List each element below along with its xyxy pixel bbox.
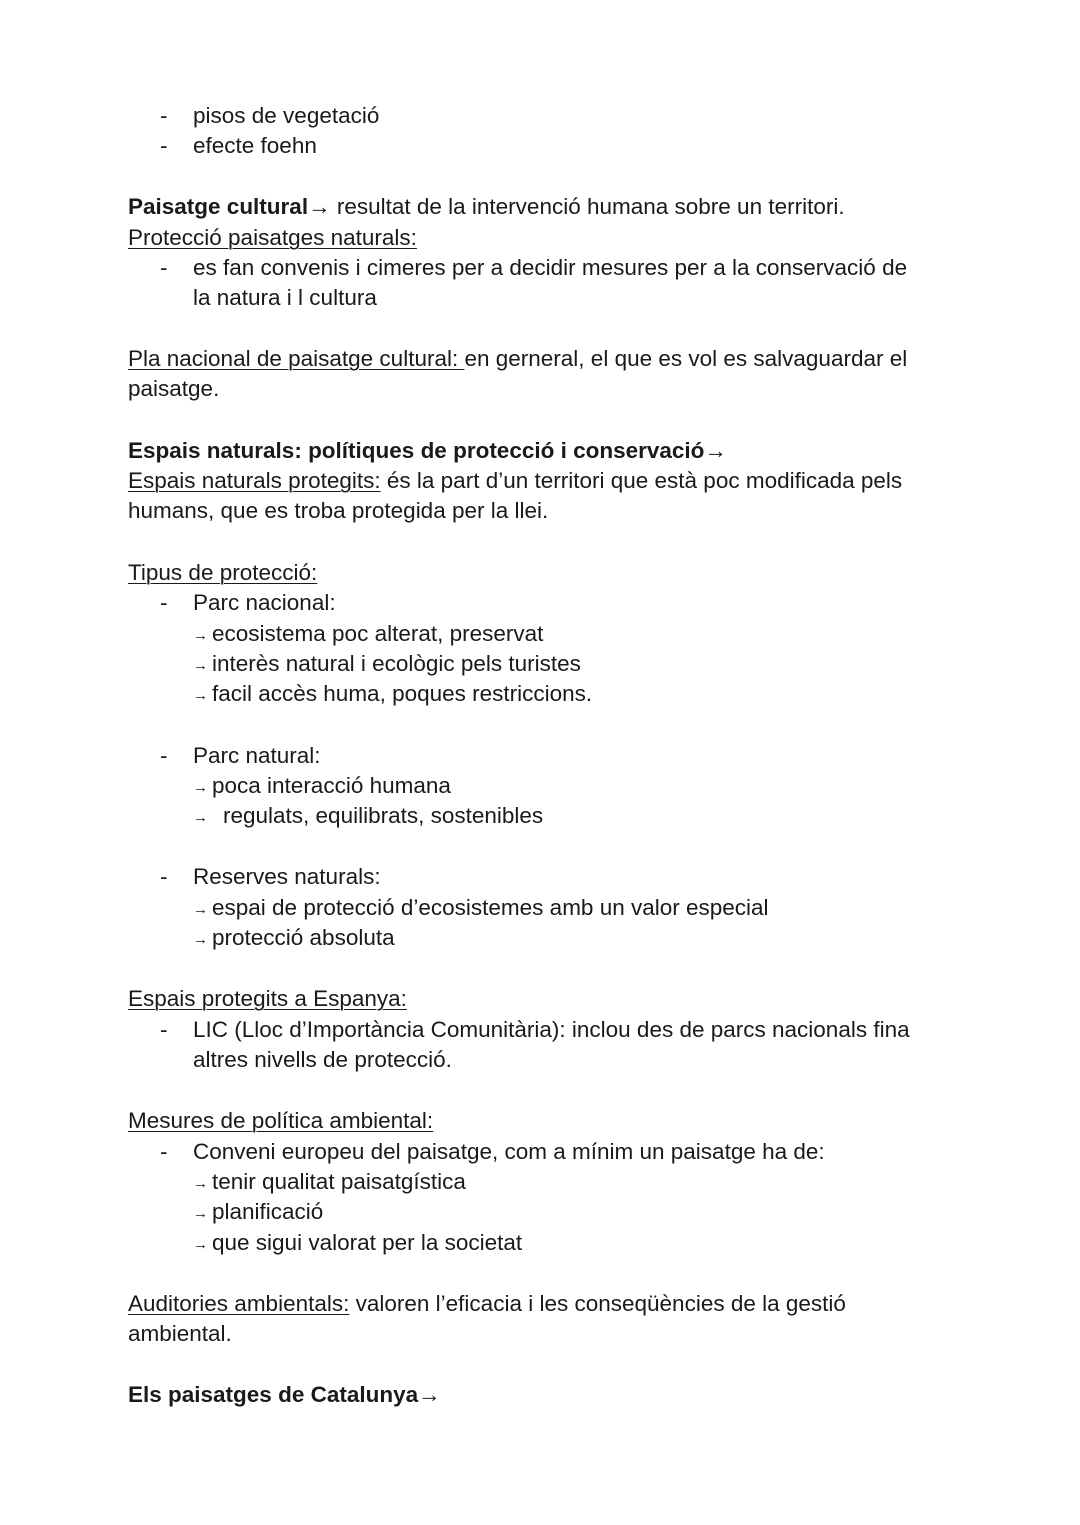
- espais-espanya-label: Espais protegits a Espanya:: [128, 986, 407, 1011]
- arrow-icon: →: [193, 687, 208, 704]
- parc-natural-point: → regulats, equilibrats, sostenibles: [193, 801, 543, 831]
- list-item-foehn: efecte foehn: [193, 133, 317, 158]
- arrow-icon: →: [193, 1205, 208, 1222]
- arrow-icon: →: [418, 1382, 441, 1407]
- paisatge-cultural-line: [128, 192, 845, 222]
- espais-espanya-item-line1: LIC (Lloc d’Importància Comunitària): inclou des de parcs nacionals fina: [193, 1017, 910, 1042]
- espais-protegits-line: [128, 466, 902, 496]
- arrow-icon: →: [193, 657, 208, 674]
- parc-nacional-point: → ecosistema poc alterat, preservat: [193, 619, 543, 649]
- parc-nacional-title: Parc nacional:: [193, 590, 336, 615]
- arrow-icon: →: [704, 438, 727, 463]
- list-dash: -: [160, 864, 168, 889]
- mesures-item: Conveni europeu del paisatge, com a mínim un paisatge ha de:: [193, 1139, 825, 1164]
- pla-nacional-line: [128, 344, 907, 374]
- list-dash: -: [160, 255, 168, 280]
- espais-protegits-label: Espais naturals protegits:: [128, 468, 381, 493]
- espais-protegits-text-line2: humans, que es troba protegida per la llei.: [128, 498, 549, 523]
- reserves-naturals-title: Reserves naturals:: [193, 864, 381, 889]
- reserves-naturals-point: → espai de protecció d’ecosistemes amb un valor especial: [193, 893, 769, 923]
- auditories-line: [128, 1289, 846, 1319]
- list-dash: -: [160, 1017, 168, 1042]
- espais-naturals-heading: Espais naturals: polítiques de protecció i conservació: [128, 438, 705, 463]
- arrow-icon: →: [193, 1175, 208, 1192]
- mesures-point: → planificació: [193, 1197, 323, 1227]
- mesures-point: → tenir qualitat paisatgística: [193, 1167, 466, 1197]
- mesures-point: → que sigui valorat per la societat: [193, 1228, 522, 1258]
- list-item-pisos: pisos de vegetació: [193, 103, 380, 128]
- auditories-text-line2: ambiental.: [128, 1321, 232, 1346]
- parc-nacional-point: → facil accès huma, poques restriccions.: [193, 679, 592, 709]
- parc-natural-point: → poca interacció humana: [193, 771, 451, 801]
- arrow-icon: →: [193, 809, 208, 826]
- espais-espanya-item-line2: altres nivells de protecció.: [193, 1047, 452, 1072]
- arrow-icon: →: [193, 931, 208, 948]
- espais-naturals-heading-line: [128, 436, 727, 466]
- parc-nacional-point: → interès natural i ecològic pels turistes: [193, 649, 581, 679]
- list-dash: -: [160, 133, 168, 158]
- paisatge-cultural-heading: Paisatge cultural: [128, 194, 309, 219]
- mesures-label: Mesures de política ambiental:: [128, 1108, 434, 1133]
- proteccio-item-line1: es fan convenis i cimeres per a decidir mesures per a la conservació de: [193, 255, 908, 280]
- list-dash: -: [160, 743, 168, 768]
- catalunya-heading: Els paisatges de Catalunya: [128, 1382, 419, 1407]
- paisatge-cultural-text: resultat de la intervenció humana sobre un territori.: [330, 194, 845, 219]
- arrow-icon: →: [193, 779, 208, 796]
- espais-protegits-text: és la part d’un territori que està poc modificada pels: [380, 468, 903, 493]
- pla-nacional-text-line2: paisatge.: [128, 376, 220, 401]
- arrow-icon: →: [193, 901, 208, 918]
- list-dash: -: [160, 103, 168, 128]
- list-dash: -: [160, 1139, 168, 1164]
- arrow-icon: →: [308, 194, 331, 219]
- parc-natural-title: Parc natural:: [193, 743, 321, 768]
- pla-nacional-text: en gerneral, el que es vol es salvaguardar el: [464, 346, 908, 371]
- auditories-text: valoren l’eficacia i les conseqüències de la gestió: [349, 1291, 846, 1316]
- proteccio-item-line2: la natura i l cultura: [193, 285, 377, 310]
- reserves-naturals-point: → protecció absoluta: [193, 923, 395, 953]
- catalunya-heading-line: [128, 1380, 441, 1410]
- auditories-label: Auditories ambientals:: [128, 1291, 350, 1316]
- arrow-icon: →: [193, 1236, 208, 1253]
- pla-nacional-label: Pla nacional de paisatge cultural:: [128, 346, 465, 371]
- tipus-proteccio-label: Tipus de protecció:: [128, 560, 318, 585]
- proteccio-paisatges-label: Protecció paisatges naturals:: [128, 225, 417, 250]
- arrow-icon: →: [193, 627, 208, 644]
- list-dash: -: [160, 590, 168, 615]
